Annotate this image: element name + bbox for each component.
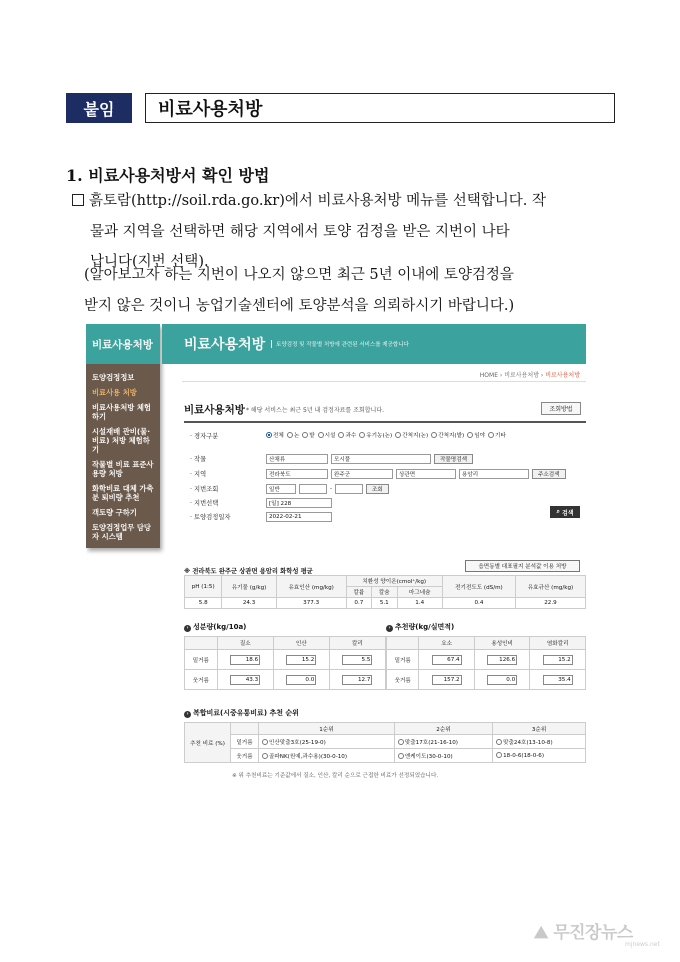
radio-icon (496, 752, 502, 758)
breadcrumb: HOME › 비료사용처방 › 비료사용처방 (479, 372, 580, 379)
ranking-option[interactable]: 18-0-6(18-0-6) (493, 749, 586, 763)
banner-subtitle: 토양검정 및 작물별 처방에 관련된 서비스를 제공합니다 (271, 340, 409, 348)
component-table (184, 636, 386, 690)
arrow-icon: › (184, 711, 191, 718)
table-row (185, 670, 386, 690)
lot-type-select[interactable]: 일반 (266, 484, 296, 494)
arrow-icon: › (184, 625, 191, 632)
watermark-logo-icon: ⛰ (534, 923, 548, 943)
row-label: 밑거름 (185, 650, 218, 670)
ranking-header: 2순위 (394, 723, 492, 735)
para1-line2: 물과 지역을 선택하면 해당 지역에서 토양 검정을 받은 지번이 나타 (90, 223, 510, 240)
ranking-table (184, 722, 586, 763)
chem-cell: 5.1 (372, 598, 397, 609)
breadcrumb-mid[interactable]: 비료사용처방 (504, 372, 539, 379)
component-title: › 성분량(kg/10a) (184, 622, 246, 632)
component-header: 질소 (217, 637, 273, 650)
radio-icon (496, 739, 502, 745)
chem-cell: 377.3 (276, 598, 346, 609)
watermark: ⛰ 무진장뉴스 (534, 923, 633, 943)
ranking-header: 3순위 (493, 723, 586, 735)
sidebar-item-staff[interactable]: 토양검정업무 담당자 시스템 (92, 523, 151, 541)
lot-main-input[interactable] (299, 484, 327, 494)
chem-header: 전기전도도 (dS/m) (442, 576, 515, 598)
chem-cell: 22.9 (515, 598, 585, 609)
table-row (387, 670, 586, 690)
banner-title: 비료사용처방 (184, 337, 266, 353)
divider (182, 381, 586, 382)
row-label: 밑거름 (231, 735, 259, 749)
radio-icon (398, 753, 404, 759)
radio-forest[interactable]: 임야 (467, 431, 485, 439)
village-select[interactable]: 용암리 (459, 469, 529, 479)
row-label: 웃거름 (185, 670, 218, 690)
para2-line2: 받지 않은 것이니 농업기술센터에 토양분석을 의뢰하시기 바랍니다.) (84, 297, 515, 314)
checkbox-bullet-icon (72, 194, 84, 206)
town-select[interactable]: 상관면 (396, 469, 456, 479)
recommend-header: 염화칼리 (530, 637, 586, 650)
value-input[interactable]: 126.6 (487, 655, 517, 665)
radio-organic[interactable]: 유기농(논) (359, 431, 392, 439)
chem-cell: 24.3 (222, 598, 276, 609)
chem-title: ※ 전라북도 완주군 상관면 용암리 화학성 평균 (184, 568, 313, 575)
ranking-header: 1순위 (259, 723, 395, 735)
sidebar-item-standard[interactable]: 작물별 비료 표준사용량 처방 (92, 460, 154, 478)
chem-cell: 1.4 (397, 598, 442, 609)
radio-greenhouse[interactable]: 시설 (318, 431, 336, 439)
table-row (185, 749, 586, 763)
sidebar-item-manure[interactable]: 화학비료 대체 가축분 퇴비량 추천 (92, 484, 154, 502)
chem-header: 유효인산 (mg/kg) (276, 576, 346, 598)
crop-category-select[interactable]: 산채류 (266, 454, 328, 464)
sidebar-item-soil-dressing[interactable]: 객토량 구하기 (92, 508, 137, 517)
radio-etc[interactable]: 기타 (488, 431, 506, 439)
value-input[interactable]: 5.5 (342, 655, 372, 665)
ranking-option[interactable]: 엔케이도(30-0-10) (394, 749, 492, 763)
row-label: 웃거름 (231, 749, 259, 763)
sidebar-item-trial[interactable]: 비료사용처방 체험하기 (92, 403, 151, 421)
page-note: * 해당 서비스는 최근 5년 내 검정자료를 조회합니다. (246, 407, 384, 414)
para1-line1: 흙토람(http://soil.rda.go.kr)에서 비료사용처방 메뉴를 선택합니다. 작 (89, 193, 547, 209)
table-row (185, 598, 586, 609)
radio-reclaimed-paddy[interactable]: 간척지(논) (395, 431, 428, 439)
radio-paddy[interactable]: 논 (287, 431, 299, 439)
table-row (387, 650, 586, 670)
search-form: · 경자구분 전체 논 밭 시설 과수 유기농(논) 간척지(논) 간척지(밭) 임야 기타 · 작물 산채류 모시풀 작물명검색 · 지역 전라북도 완주군 상관면 용암리 주소검색 · 지번조회 일반 - 조회 · 지번선택 [일] 228 · 토양검정일자 2022-02-21 ⌕ 검색 (184, 421, 586, 526)
para2-line1: (알아보고자 하는 지번이 나오지 않으면 최근 5년 이내에 토양검정을 (84, 267, 514, 283)
chem-subheader: 칼슘 (372, 587, 397, 598)
search-icon: ⌕ (556, 508, 560, 515)
banner (162, 324, 586, 364)
chem-header: 유기물 (g/kg) (222, 576, 276, 598)
representative-lot-button[interactable]: 읍면동별 대표필지 분석값 이용 처방 (465, 560, 580, 572)
component-header: 칼리 (329, 637, 385, 650)
crop-group-label: · 경자구분 (190, 433, 219, 440)
table-row (185, 650, 386, 670)
chem-cell: 0.7 (346, 598, 371, 609)
ranking-option[interactable]: 맞춤17호(21-16-10) (394, 735, 492, 749)
radio-icon (262, 753, 268, 759)
watermark-url: mjnews.net (625, 941, 660, 948)
component-header: 인산 (273, 637, 329, 650)
annex-header (66, 93, 615, 123)
chem-header: 유효규산 (mg/kg) (515, 576, 585, 598)
row-label: 웃거름 (387, 670, 419, 690)
radio-all[interactable]: 전체 (266, 431, 284, 439)
value-input[interactable]: 157.2 (432, 675, 462, 685)
arrow-icon: › (386, 625, 393, 632)
paragraph-2 (72, 260, 620, 321)
ranking-option[interactable]: 맞춤24호(13-10-8) (493, 735, 586, 749)
crop-search-button[interactable]: 작물명검색 (434, 454, 473, 464)
crop-select[interactable]: 모시풀 (331, 454, 431, 464)
ranking-option[interactable]: 인산맞춤3호(25-19-0) (259, 735, 395, 749)
radio-icon (398, 739, 404, 745)
chem-cell: 5.8 (185, 598, 222, 609)
sidebar-item-soil-info[interactable]: 토양검정정보 (92, 373, 135, 382)
recommend-title: › 추천량(kg/실면적) (386, 622, 454, 632)
recommend-header: 용성인비 (474, 637, 530, 650)
value-input[interactable]: 15.2 (543, 655, 573, 665)
radio-orchard[interactable]: 과수 (338, 431, 356, 439)
sidebar-title: 비료사용처방 (86, 324, 160, 364)
chem-cell: 0.4 (442, 598, 515, 609)
radio-icon (262, 739, 268, 745)
county-select[interactable]: 완주군 (331, 469, 393, 479)
row-label: 밑거름 (387, 650, 419, 670)
lot-select[interactable]: [일] 228 (266, 498, 332, 508)
recommend-header (387, 637, 419, 650)
value-input[interactable]: 12.7 (342, 675, 372, 685)
sidebar-item-fertilizer[interactable]: 비료사용 처방 (92, 388, 137, 397)
value-input[interactable]: 0.0 (487, 675, 517, 685)
date-select[interactable]: 2022-02-21 (266, 512, 332, 522)
ranking-row-header: 추천 비료 (%) (185, 723, 231, 763)
radio-field[interactable]: 밭 (302, 431, 314, 439)
chem-subheader: 칼륨 (346, 587, 371, 598)
crop-group-radios (266, 431, 586, 439)
breadcrumb-home[interactable]: HOME (479, 372, 498, 379)
value-input[interactable]: 43.3 (230, 675, 260, 685)
recommend-header: 요소 (419, 637, 475, 650)
value-input[interactable]: 0.0 (286, 675, 316, 685)
sidebar (86, 324, 160, 548)
section-title: 1. 비료사용처방서 확인 방법 (66, 166, 270, 185)
ranking-header-blank (231, 723, 259, 735)
ranking-option[interactable]: 골파NK(원예,과수용)(30-0-10) (259, 749, 395, 763)
table-row (185, 735, 586, 749)
component-header (185, 637, 218, 650)
recommend-table (386, 636, 586, 690)
para1-line3: 납니다(지번 선택). (90, 254, 209, 270)
sidebar-item-greenhouse[interactable]: 시설재배 관비(물·비료) 처방 체험하기 (92, 427, 150, 454)
lot-sub-input[interactable] (335, 484, 363, 494)
value-input[interactable]: 15.2 (286, 655, 316, 665)
ranking-note: ※ 위 추천비료는 기준값에서 질소, 인산, 칼리 순으로 근접한 비료가 선정되었습니다. (232, 773, 439, 779)
help-button[interactable]: 조회방법 (541, 402, 581, 415)
value-input[interactable]: 18.6 (230, 655, 260, 665)
breadcrumb-current: 비료사용처방 (545, 372, 580, 379)
embedded-screenshot (86, 324, 586, 788)
annex-badge: 붙임 (66, 93, 132, 123)
chem-header: 치환성 양이온(cmol⁺/kg) (346, 576, 442, 587)
value-input[interactable]: 67.4 (432, 655, 462, 665)
chem-subheader: 마그네슘 (397, 587, 442, 598)
annex-title: 비료사용처방 (145, 93, 615, 123)
page-title: 비료사용처방 (184, 404, 245, 416)
ranking-title: › 복합비료(시중유통비료) 추천 순위 (184, 708, 299, 718)
search-button[interactable]: ⌕ 검색 (550, 506, 580, 518)
province-select[interactable]: 전라북도 (266, 469, 328, 479)
radio-reclaimed-field[interactable]: 간척지(밭) (431, 431, 464, 439)
chem-header: pH (1:5) (185, 576, 222, 598)
address-search-button[interactable]: 주소검색 (532, 469, 566, 479)
chem-table (184, 575, 586, 609)
lot-search-button[interactable]: 조회 (366, 484, 389, 494)
value-input[interactable]: 35.4 (543, 675, 573, 685)
